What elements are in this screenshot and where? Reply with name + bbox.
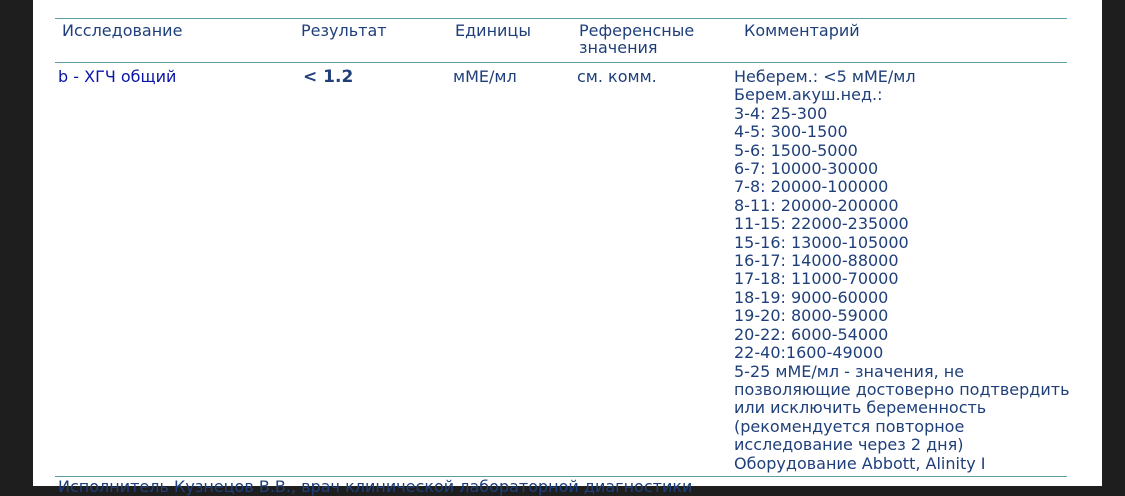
comment-line: Берем.акуш.нед.: [734,85,883,105]
header-reference [579,22,694,56]
header-top-rule [55,18,1067,19]
comment-line: 20-22: 6000-54000 [734,324,889,344]
test-comment [734,68,1070,473]
comment-line: 16-17: 14000-88000 [734,251,899,271]
comment-line: или исключить беременность [734,398,987,418]
comment-line: 15-16: 13000-105000 [734,232,909,252]
header-units: Единицы [455,21,531,40]
footer-performer: Исполнитель Кузнецов В.В., врач клинической лабораторной диагностики [58,477,693,496]
test-result: < 1.2 [303,67,354,87]
comment-line: исследование через 2 дня) [734,435,964,455]
comment-line: 8-11: 20000-200000 [734,195,899,215]
test-reference: см. комм. [577,67,657,86]
comment-line: 7-8: 20000-100000 [734,177,889,197]
header-bottom-rule [55,62,1067,63]
comment-line: позволяющие достоверно подтвердить [734,379,1070,399]
header-reference-line2: значения [579,38,658,57]
comment-line: 18-19: 9000-60000 [734,287,889,307]
comment-line: (рекомендуется повторное [734,416,965,436]
comment-line: Оборудование Abbott, Alinity I [734,453,986,473]
comment-line: Неберем.: <5 мМЕ/мл [734,67,916,86]
comment-line: 17-18: 11000-70000 [734,269,899,289]
header-test: Исследование [62,21,183,40]
comment-line: 5-25 мМЕ/мл - значения, не [734,361,965,381]
header-reference-line1: Референсные [579,21,695,40]
comment-line: 11-15: 22000-235000 [734,214,909,234]
comment-line: 6-7: 10000-30000 [734,159,879,179]
comment-line: 19-20: 8000-59000 [734,306,889,326]
comment-line: 4-5: 300-1500 [734,122,848,142]
lab-report-page [33,0,1102,496]
comment-line: 3-4: 25-300 [734,103,828,123]
header-comment: Комментарий [744,21,860,40]
test-name: b - ХГЧ общий [58,67,177,86]
comment-line: 22-40:1600-49000 [734,343,884,363]
test-units: мМЕ/мл [453,67,517,86]
comment-line: 5-6: 1500-5000 [734,140,858,160]
header-result: Результат [301,21,387,40]
